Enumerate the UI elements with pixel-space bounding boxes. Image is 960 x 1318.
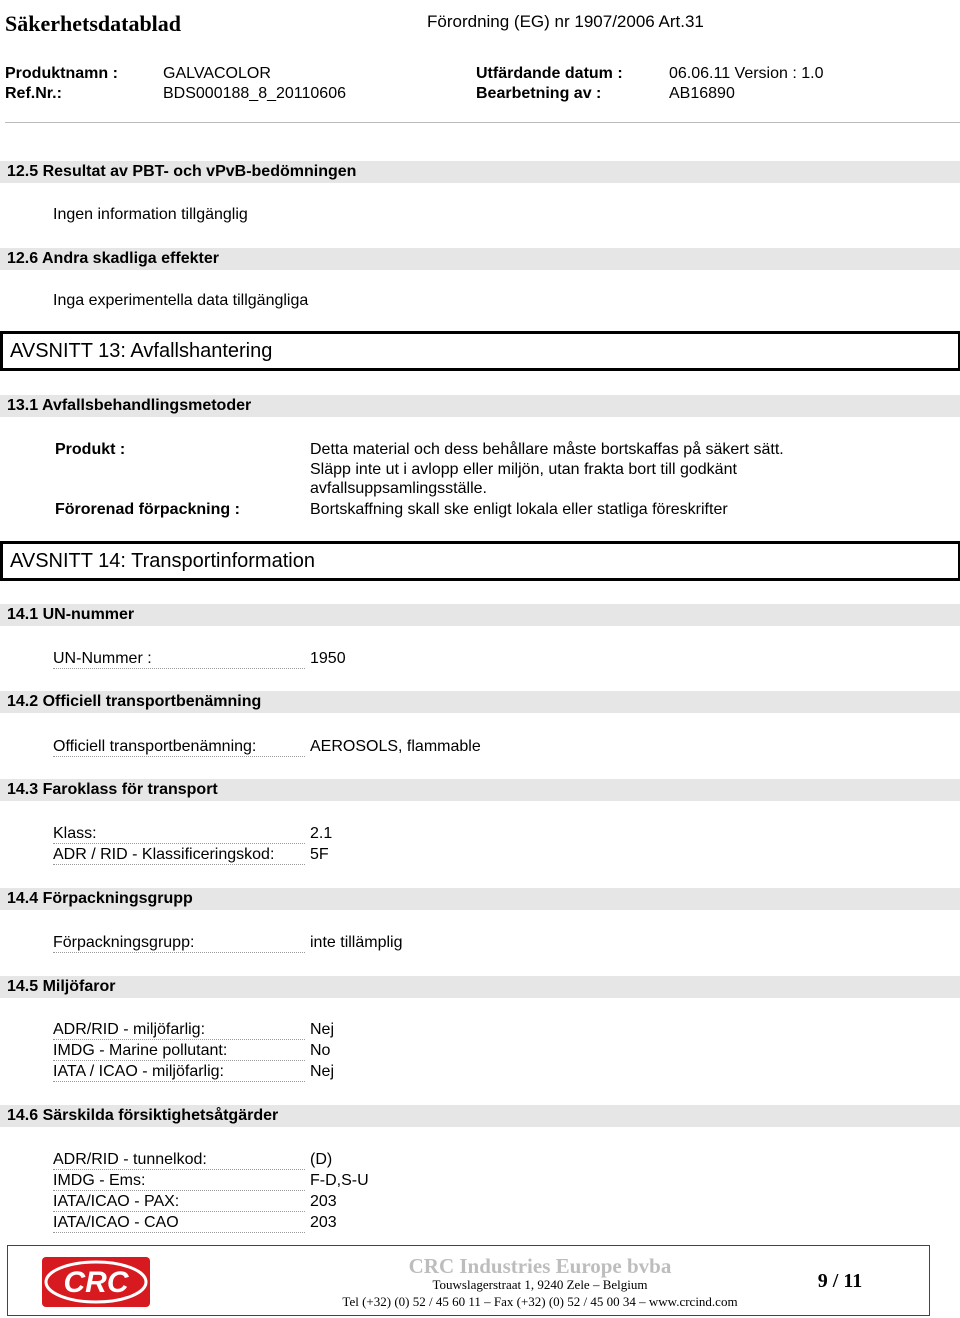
issue-date-label: Utfärdande datum :	[476, 65, 623, 82]
subsection-14-1-title: 14.1 UN-nummer	[0, 604, 960, 626]
product-disposal-label: Produkt :	[55, 441, 126, 458]
section-14-heading: AVSNITT 14: Transportinformation	[0, 541, 960, 581]
product-disposal-line-2: Släpp inte ut i avlopp eller miljön, utan frakta bort till godkänt	[310, 461, 737, 478]
precaution-row-label: IATA/ICAO - PAX:	[53, 1193, 305, 1212]
subsection-14-2-title: 14.2 Officiell transportbenämning	[0, 691, 960, 713]
issue-date-value: 06.06.11 Version : 1.0	[669, 65, 824, 82]
company-contact: Tel (+32) (0) 52 / 45 60 11 – Fax (+32) (0) 52 / 45 00 34 – www.crcind.com	[342, 1294, 738, 1309]
env-row-value: Nej	[310, 1021, 335, 1038]
precaution-row-value: (D)	[310, 1151, 333, 1168]
env-row-value: No	[310, 1042, 331, 1059]
company-address: Touwslagerstraat 1, 9240 Zele – Belgium	[432, 1277, 648, 1292]
env-row-label: ADR/RID - miljöfarlig:	[53, 1021, 305, 1040]
subsection-13-1-title: 13.1 Avfallsbehandlingsmetoder	[0, 395, 960, 417]
precaution-row-label: IATA/ICAO - CAO	[53, 1214, 305, 1233]
product-name-value: GALVACOLOR	[163, 65, 271, 82]
hazard-class-label: Klass:	[53, 825, 305, 844]
contaminated-packaging-text: Bortskaffning skall ske enligt lokala eller statliga föreskrifter	[310, 501, 728, 518]
regulation-reference: Förordning (EG) nr 1907/2006 Art.31	[427, 12, 704, 31]
subsection-14-4-title: 14.4 Förpackningsgrupp	[0, 888, 960, 910]
subsection-12-6-title: 12.6 Andra skadliga effekter	[0, 248, 960, 270]
env-row-label: IATA / ICAO - miljöfarlig:	[53, 1063, 305, 1082]
shipping-name-label: Officiell transportbenämning:	[53, 738, 305, 757]
subsection-12-5-title: 12.5 Resultat av PBT- och vPvB-bedömningen	[0, 161, 960, 183]
product-disposal-line-3: avfallsuppsamlingsställe.	[310, 480, 487, 497]
env-row-value: Nej	[310, 1063, 335, 1080]
logo-lettering: CRC	[63, 1266, 129, 1299]
product-name-label: Produktnamn :	[5, 65, 118, 82]
document-title: Säkerhetsdatablad	[5, 11, 182, 36]
precaution-row-label: ADR/RID - tunnelkod:	[53, 1151, 305, 1170]
revision-value: AB16890	[669, 85, 735, 102]
reference-number-label: Ref.Nr.:	[5, 85, 62, 102]
env-row-label: IMDG - Marine pollutant:	[53, 1042, 305, 1061]
adr-classification-value: 5F	[310, 846, 329, 863]
adr-classification-label: ADR / RID - Klassificeringskod:	[53, 846, 305, 865]
other-effects-text: Inga experimentella data tillgängliga	[53, 292, 309, 309]
hazard-class-value: 2.1	[310, 825, 333, 842]
precaution-row-value: F-D,S-U	[310, 1172, 369, 1189]
packing-group-value: inte tillämplig	[310, 934, 403, 951]
shipping-name-value: AEROSOLS, flammable	[310, 738, 481, 755]
reference-number-value: BDS000188_8_20110606	[163, 85, 346, 102]
subsection-14-3-title: 14.3 Faroklass för transport	[0, 779, 960, 801]
page-number: 9 / 11	[817, 1270, 863, 1292]
precaution-row-value: 203	[310, 1193, 337, 1210]
pbt-assessment-text: Ingen information tillgänglig	[53, 206, 248, 223]
crc-logo	[42, 1257, 150, 1307]
packing-group-label: Förpackningsgrupp:	[53, 934, 305, 953]
contaminated-packaging-label: Förorenad förpackning :	[55, 501, 240, 518]
subsection-14-5-title: 14.5 Miljöfaror	[0, 976, 960, 998]
precaution-row-value: 203	[310, 1214, 337, 1231]
product-disposal-line-1: Detta material och dess behållare måste bortskaffas på säkert sätt.	[310, 441, 784, 458]
precaution-row-label: IMDG - Ems:	[53, 1172, 305, 1191]
section-13-heading: AVSNITT 13: Avfallshantering	[0, 331, 960, 371]
un-number-label: UN-Nummer :	[53, 650, 305, 669]
un-number-value: 1950	[310, 650, 346, 667]
revision-label: Bearbetning av :	[476, 85, 602, 102]
company-name: CRC Industries Europe bvba	[408, 1254, 672, 1278]
subsection-14-6-title: 14.6 Särskilda försiktighetsåtgärder	[0, 1105, 960, 1127]
